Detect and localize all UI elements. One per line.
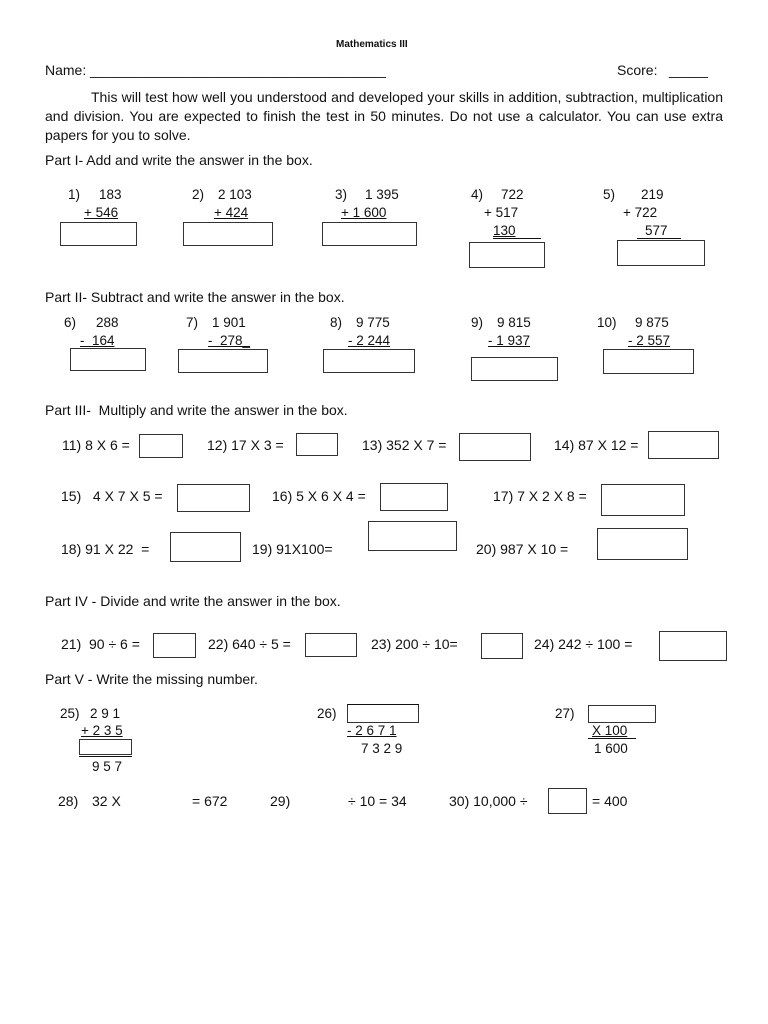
- question-20: 20) 987 X 10 =: [476, 541, 569, 557]
- instructions-paragraph: This will test how well you understood and developed your skills in addition, subtraction, multiplication and division. You are expected to finish the test in 50 minutes. Do not use a calculator. You can use extra papers for you to solve.: [45, 89, 723, 143]
- question-14: 14) 87 X 12 =: [554, 437, 639, 453]
- answer-box[interactable]: [469, 242, 545, 268]
- q-operand-c: 577: [645, 223, 668, 238]
- question-23: 23) 200 ÷ 10=: [371, 636, 458, 652]
- part2-heading: Part II- Subtract and write the answer in the box.: [45, 289, 345, 305]
- answer-box[interactable]: [322, 222, 417, 246]
- answer-box[interactable]: [617, 240, 705, 266]
- answer-box[interactable]: [153, 633, 196, 658]
- q-operand-b: + 722: [623, 205, 658, 220]
- q-number: 2): [192, 187, 205, 202]
- page-title: Mathematics III: [336, 39, 408, 50]
- q-number: 3): [335, 187, 348, 202]
- answer-box[interactable]: [603, 349, 694, 374]
- missing-number-blank[interactable]: [128, 790, 188, 812]
- question-16: 16) 5 X 6 X 4 =: [272, 488, 366, 504]
- q-operand-a: 1 395: [365, 187, 399, 202]
- answer-box[interactable]: [548, 788, 587, 814]
- q-operand-b: X 100: [592, 723, 628, 738]
- answer-box[interactable]: [659, 631, 727, 661]
- question-12: 12) 17 X 3 =: [207, 437, 284, 453]
- q-operand-a: 288: [96, 315, 119, 330]
- q-operand-a: 219: [641, 187, 664, 202]
- q-number: 8): [330, 315, 343, 330]
- q-number: 28): [58, 793, 79, 809]
- q-operand-a: 32 X: [92, 793, 121, 809]
- q-result: 1 600: [594, 741, 628, 756]
- answer-box[interactable]: [597, 528, 688, 560]
- q-operand-a: 9 775: [356, 315, 390, 330]
- part4-heading: Part IV - Divide and write the answer in the box.: [45, 593, 341, 609]
- answer-box[interactable]: [296, 433, 338, 456]
- answer-box[interactable]: [601, 484, 685, 516]
- answer-box[interactable]: [183, 222, 273, 246]
- question-21: 21) 90 ÷ 6 =: [61, 636, 140, 652]
- q-operand-a: 2 9 1: [90, 706, 121, 721]
- q-operand-b: + 2 3 5: [81, 723, 123, 738]
- answer-box[interactable]: [70, 348, 146, 371]
- part3-heading: Part III- Multiply and write the answer in the box.: [45, 402, 348, 418]
- q-operand-b: + 546: [84, 205, 119, 220]
- q-number: 29): [270, 793, 291, 809]
- question-19: 19) 91X100=: [252, 541, 333, 557]
- q-operand-b: - 278_: [208, 333, 251, 348]
- q-operand-b: - 2 6 7 1: [347, 723, 397, 738]
- q-result: 9 5 7: [92, 759, 123, 774]
- q-operand-a: 9 815: [497, 315, 531, 330]
- q-operand-a: 2 103: [218, 187, 252, 202]
- q-operand-b: - 164: [80, 333, 115, 348]
- q-operand-b: - 2 244: [348, 333, 391, 348]
- answer-box[interactable]: [170, 532, 241, 562]
- name-blank[interactable]: ______________________________________: [90, 62, 386, 78]
- q-number: 25): [60, 706, 80, 721]
- answer-box[interactable]: [177, 484, 250, 512]
- q-operand-b: - 2 557: [628, 333, 671, 348]
- question-17: 17) 7 X 2 X 8 =: [493, 488, 587, 504]
- answer-box[interactable]: [305, 633, 357, 657]
- q-operand-b: + 424: [214, 205, 249, 220]
- q-number: 27): [555, 706, 575, 721]
- q-result: ÷ 10 = 34: [348, 793, 407, 809]
- answer-box[interactable]: [459, 433, 531, 461]
- q-operand-a: 1 901: [212, 315, 246, 330]
- answer-box[interactable]: [368, 521, 457, 551]
- question-11: 11) 8 X 6 =: [62, 437, 130, 453]
- q-operand-b: + 517: [484, 205, 519, 220]
- answer-box[interactable]: [178, 349, 268, 373]
- q-operand-a: 183: [99, 187, 122, 202]
- q-number: 1): [68, 187, 81, 202]
- q-number: 6): [64, 315, 77, 330]
- score-blank[interactable]: _____: [669, 62, 708, 78]
- part5-heading: Part V - Write the missing number.: [45, 671, 258, 687]
- q-operand-a: 9 875: [635, 315, 669, 330]
- answer-box[interactable]: [323, 349, 415, 373]
- q-operand-c: 130: [493, 223, 516, 238]
- question-18: 18) 91 X 22 =: [61, 541, 150, 557]
- q-number: 5): [603, 187, 616, 202]
- q-number: 26): [317, 706, 337, 721]
- q-result: 7 3 2 9: [361, 741, 403, 756]
- answer-box[interactable]: [380, 483, 448, 511]
- q-number: 4): [471, 187, 484, 202]
- answer-box[interactable]: [139, 434, 183, 458]
- answer-box[interactable]: [347, 705, 419, 723]
- q-operand-b: + 1 600: [341, 205, 387, 220]
- q-result: = 672: [192, 793, 228, 809]
- q-operand-b: - 1 937: [488, 333, 531, 348]
- answer-box[interactable]: [648, 431, 719, 459]
- q-number: 10): [597, 315, 617, 330]
- question-22: 22) 640 ÷ 5 =: [208, 636, 291, 652]
- score-label: Score:: [617, 62, 658, 78]
- answer-box[interactable]: [481, 633, 523, 659]
- question-13: 13) 352 X 7 =: [362, 437, 447, 453]
- missing-number-blank[interactable]: [298, 790, 348, 812]
- part1-heading: Part I- Add and write the answer in the box.: [45, 152, 313, 168]
- question-24: 24) 242 ÷ 100 =: [534, 636, 633, 652]
- q-result: = 400: [592, 793, 628, 809]
- q-number: 9): [471, 315, 484, 330]
- q-number: 30) 10,000 ÷: [449, 793, 528, 809]
- answer-box[interactable]: [471, 357, 558, 381]
- answer-box[interactable]: [79, 739, 132, 755]
- answer-box[interactable]: [60, 222, 137, 246]
- answer-box[interactable]: [588, 705, 656, 723]
- q-number: 7): [186, 315, 199, 330]
- name-label: Name:: [45, 62, 87, 78]
- q-operand-a: 722: [501, 187, 524, 202]
- question-15: 15) 4 X 7 X 5 =: [61, 488, 163, 504]
